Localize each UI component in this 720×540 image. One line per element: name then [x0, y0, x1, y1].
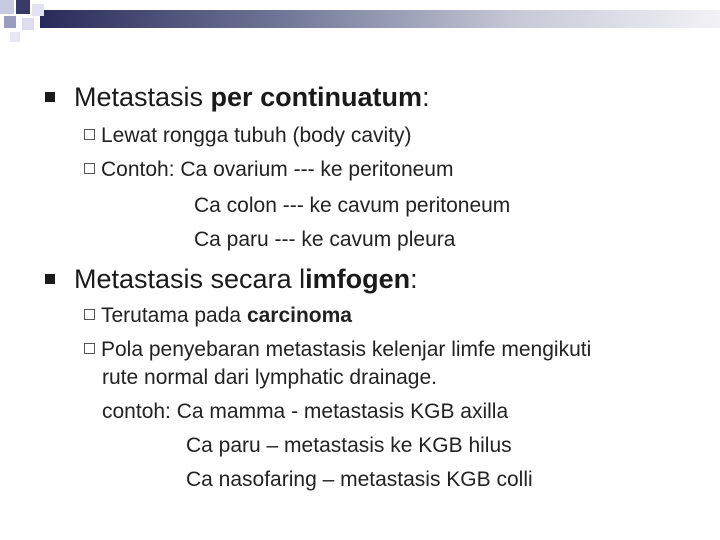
deco-square: [22, 18, 34, 30]
example-line: [102, 400, 508, 424]
sub-bullet-item: [84, 158, 453, 182]
deco-square: [10, 32, 20, 42]
continuation-line: [194, 194, 510, 218]
deco-square: [4, 16, 16, 28]
continuation-line: [102, 366, 437, 390]
bullet-heading-continuatum: [74, 82, 430, 113]
header-gradient-bar: [40, 10, 720, 28]
heading-bold-text: imfogen: [305, 264, 411, 294]
sub-bullet-item: [84, 304, 352, 328]
heading-text: Metastasis: [74, 82, 211, 112]
deco-square: [0, 0, 14, 14]
sub-bullet-bold-text: carcinoma: [246, 304, 352, 327]
checkbox-bullet-icon: [84, 129, 95, 140]
heading-colon: :: [410, 264, 418, 294]
deco-square: [32, 4, 44, 16]
heading-text: Metastasis secara l: [74, 264, 306, 294]
sub-bullet-text: Terutama pada: [101, 304, 247, 327]
continuation-text: rute normal dari lymphatic drainage.: [102, 366, 437, 389]
bullet-square-icon: [45, 274, 55, 284]
heading-bold-text: per continuatum: [210, 82, 423, 112]
continuation-text: Ca colon --- ke cavum peritoneum: [194, 194, 511, 217]
example-line: [186, 468, 533, 492]
bullet-square-icon: [45, 92, 55, 102]
sub-bullet-item: [84, 124, 412, 148]
example-line: [186, 434, 512, 458]
deco-square: [16, 0, 30, 14]
sub-bullet-text: Pola penyebaran metastasis kelenjar limfe mengikuti: [101, 338, 592, 361]
example-text: Ca paru – metastasis ke KGB hilus: [186, 434, 512, 457]
heading-colon: :: [422, 82, 430, 112]
header-decoration: [0, 0, 720, 50]
continuation-text: Ca paru --- ke cavum pleura: [194, 228, 456, 251]
checkbox-bullet-icon: [84, 343, 95, 354]
continuation-line: [194, 228, 455, 252]
example-text: contoh: Ca mamma - metastasis KGB axilla: [102, 400, 509, 423]
bullet-heading-limfogen: [74, 264, 418, 295]
example-text: Ca nasofaring – metastasis KGB colli: [186, 468, 533, 491]
sub-bullet-item: [84, 338, 591, 362]
checkbox-bullet-icon: [84, 309, 95, 320]
sub-bullet-text: Contoh: Ca ovarium --- ke peritoneum: [101, 158, 454, 181]
checkbox-bullet-icon: [84, 163, 95, 174]
sub-bullet-text: Lewat rongga tubuh (body cavity): [101, 124, 412, 147]
